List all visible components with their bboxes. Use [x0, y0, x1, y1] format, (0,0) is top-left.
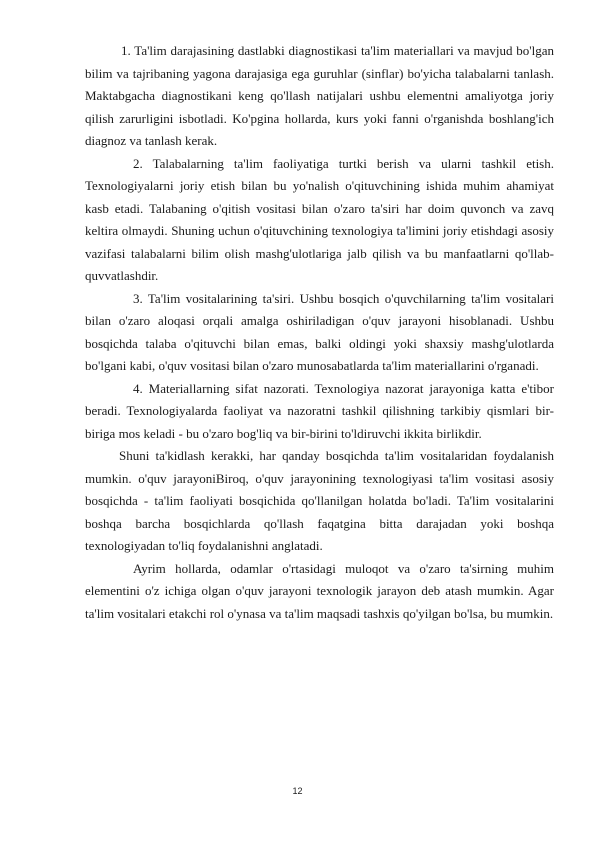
paragraph-6: Ayrim hollarda, odamlar o'rtasidagi muloqot va o'zaro ta'sirning muhim elementini o'z ichiga olgan o'quv jarayoni texnologik jarayon deb atash mumkin. Agar ta'lim vositalari etakchi rol o'ynasa va ta'lim maqsadi tashxis qo'yilgan bo'lsa, bu mumkin. [85, 560, 554, 621]
paragraph-5: Shuni ta'kidlash kerakki, har qanday bosqichda ta'lim vositalaridan foydalanish mumkin. o'quv jarayoniBiroq, o'quv jarayonining texnologiyasi ta'lim vositasi asosiy bosqichda - ta'lim faoliyati bosqichida qo'llanilgan holatda bo'ladi. Ta'lim vositalarini boshqa barcha bosqichlarda qo'llash faqatgina bitta darajadan yoki boshqa texnologiyadan to'liq foydalanishni anglatadi. [85, 448, 554, 553]
paragraph-1: 1. Ta'lim darajasining dastlabki diagnostikasi ta'lim materiallari va mavjud bo'lgan bilim va tajribaning yagona darajasiga ega guruhlar (sinflar) bo'yicha talabalarni tanlash. Maktabgacha diagnostikani keng qo'llash natijalari ushbu elementni amaliyotga joriy qilish zarurligini isbotladi. Ko'pgina hollarda, kurs yoki fanni o'rganishda boshlang'ich diagnoz va tanlash kerak. [85, 43, 554, 148]
paragraph-3: 3. Ta'lim vositalarining ta'siri. Ushbu bosqich o'quvchilarning ta'lim vositalari bilan o'zaro aloqasi orqali amalga oshiriladigan o'quv jarayoni hisoblanadi. Ushbu bosqichda talaba o'qituvchi bilan emas, balki oldingi yoki shaxsiy mashg'ulotlarda bo'lgani kabi, o'quv vositasi bilan o'zaro munosabatlarda ta'lim materiallarini o'rganadi. [85, 290, 554, 373]
paragraph-2: 2. Talabalarning ta'lim faoliyatiga turtki berish va ularni tashkil etish. Texnologiyalarni joriy etish bilan bu yo'nalish o'qituvchining ishida muhim ahamiyat kasb etadi. Talabaning o'qitish vositasi bilan o'zaro ta'siri har doim quvonch va zavq keltira olmaydi. Shuning uchun o'qituvchining texnologiya ta'limini joriy etishdagi asosiy vazifasi talabalarni bilim olish mashg'ulotlariga jalb qilish va bu manfaatlarni qo'llab-quvvatlashdir. [85, 155, 554, 283]
document-page [85, 40, 554, 625]
paragraph-4: 4. Materiallarning sifat nazorati. Texnologiya nazorat jarayoniga katta e'tibor beradi. Texnologiyalarda faoliyat va nazoratni tashkil qilishning tarkibiy qismlari bir-biriga mos keladi - bu o'zaro bog'liq va bir-birini to'ldiruvchi ikkita birlikdir. [85, 380, 554, 441]
page-number: 12 [292, 786, 303, 796]
